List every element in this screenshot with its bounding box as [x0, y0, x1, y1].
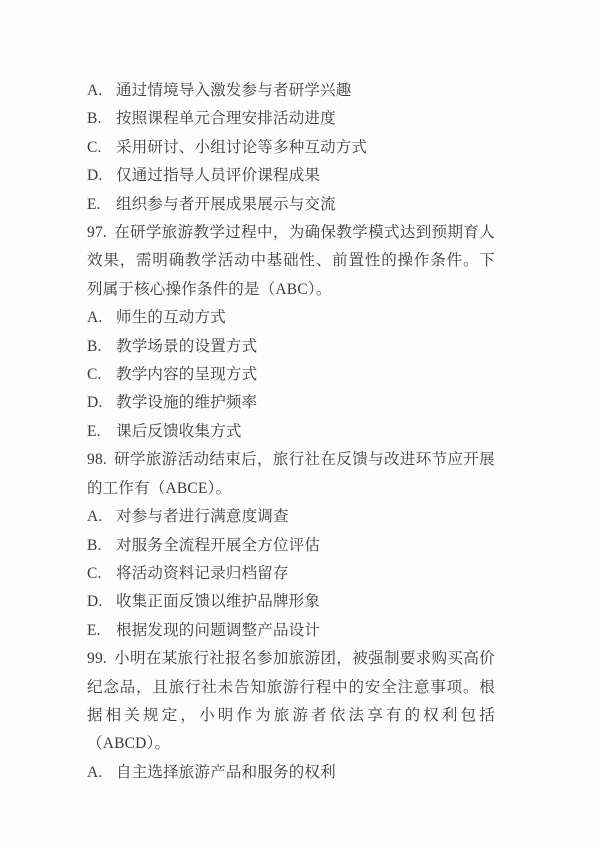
option-text: 根据发现的问题调整产品设计	[116, 621, 321, 639]
question-99	[87, 645, 495, 759]
option-row	[87, 333, 495, 361]
option-label: C.	[87, 366, 102, 384]
question-text: 在研学旅游教学过程中，为确保教学模式达到预期育人效果，需明确教学活动中基础性、前置性的操作条件。下列属于核心操作条件的是（ABC）。	[87, 224, 495, 298]
option-row	[87, 560, 495, 588]
question-number: 99.	[87, 650, 107, 668]
option-text: 收集正面反馈以维护品牌形象	[116, 593, 321, 611]
option-label: B.	[87, 536, 102, 554]
option-text: 教学设施的维护频率	[116, 394, 258, 412]
option-row	[87, 361, 495, 389]
option-row	[87, 105, 495, 133]
option-label: A.	[87, 763, 103, 781]
option-text: 采用研讨、小组讨论等多种互动方式	[116, 138, 368, 156]
exam-content	[87, 77, 495, 787]
option-text: 教学场景的设置方式	[116, 337, 258, 355]
option-row	[87, 588, 495, 616]
question-number: 98.	[87, 451, 107, 469]
option-label: D.	[87, 394, 103, 412]
option-row	[87, 532, 495, 560]
option-label: B.	[87, 337, 102, 355]
option-label: E.	[87, 195, 101, 213]
option-row	[87, 162, 495, 190]
option-row	[87, 191, 495, 219]
option-label: E.	[87, 422, 101, 440]
option-row	[87, 418, 495, 446]
option-text: 教学内容的呈现方式	[116, 366, 258, 384]
option-label: A.	[87, 309, 103, 327]
option-label: C.	[87, 564, 102, 582]
option-text: 师生的互动方式	[116, 309, 226, 327]
option-label: E.	[87, 621, 101, 639]
question-97	[87, 219, 495, 304]
option-label: C.	[87, 138, 102, 156]
option-row	[87, 77, 495, 105]
option-row	[87, 304, 495, 332]
question-number: 97.	[87, 224, 107, 242]
question-98	[87, 446, 495, 503]
option-text: 按照课程单元合理安排活动进度	[116, 110, 336, 128]
option-text: 仅通过指导人员评价课程成果	[116, 167, 321, 185]
option-row	[87, 617, 495, 645]
option-text: 课后反馈收集方式	[116, 422, 242, 440]
option-text: 自主选择旅游产品和服务的权利	[116, 763, 336, 781]
option-row	[87, 134, 495, 162]
option-text: 将活动资料记录归档留存	[116, 564, 289, 582]
option-text: 对参与者进行满意度调查	[116, 508, 289, 526]
option-label: A.	[87, 82, 103, 99]
option-label: B.	[87, 110, 102, 128]
option-label: A.	[87, 508, 103, 526]
question-text: 研学旅游活动结束后，旅行社在反馈与改进环节应开展的工作有（ABCE）。	[87, 451, 495, 497]
option-text: 通过情境导入激发参与者研学兴趣	[116, 82, 352, 99]
option-text: 组织参与者开展成果展示与交流	[116, 195, 336, 213]
option-row	[87, 389, 495, 417]
option-row	[87, 759, 495, 787]
option-text: 对服务全流程开展全方位评估	[116, 536, 321, 554]
question-text: 小明在某旅行社报名参加旅游团，被强制要求购买高价纪念品，且旅行社未告知旅游行程中的安全注意事项。根据相关规定，小明作为旅游者依法享有的权利包括（ABCD）。	[87, 650, 495, 753]
option-label: D.	[87, 167, 103, 185]
option-label: D.	[87, 593, 103, 611]
option-row	[87, 503, 495, 531]
